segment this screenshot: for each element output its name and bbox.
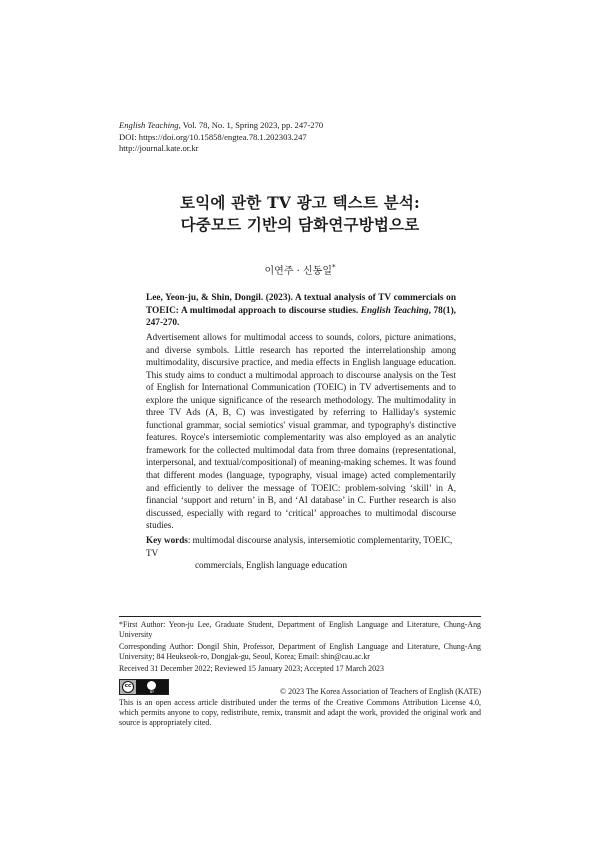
license-row: [119, 679, 481, 695]
keywords-line-1: : multimodal discourse analysis, intersemiotic complementarity, TOEIC, TV: [146, 535, 453, 558]
creative-commons-icon: cc: [122, 681, 134, 693]
keywords-line-2: commercials, English language education: [195, 560, 348, 571]
footnote-divider: [119, 616, 481, 617]
journal-name: English Teaching: [119, 120, 179, 130]
first-author-note: *First Author: Yeon-ju Lee, Graduate Student, Department of English Language and Literature, Chung-Ang University: [119, 620, 481, 639]
citation-journal: English Teaching: [360, 305, 429, 316]
keywords-block: [146, 534, 456, 572]
citation-prefix: Lee, Yeon-ju, & Shin, Dongil. (2023). A textual analysis of TV commercials on TOEIC: A multimodal approach to discourse studies.: [146, 293, 456, 316]
author-names: [0, 262, 600, 277]
journal-details: , Vol. 78, No. 1, Spring 2023, pp. 247-270: [178, 120, 324, 130]
title-line-2: 다중모드 기반의 담화연구방법으로: [180, 215, 420, 234]
journal-header: [119, 120, 323, 155]
paper-title: [0, 192, 600, 236]
attribution-label: BY: [149, 690, 155, 694]
journal-url[interactable]: http://journal.kate.or.kr: [119, 143, 199, 154]
author-footnote-mark: *: [332, 263, 336, 272]
received-dates: Received 31 December 2022; Reviewed 15 January 2023; Accepted 17 March 2023: [119, 664, 384, 674]
copyright-notice: © 2023 The Korea Association of Teachers of English (KATE): [280, 687, 481, 696]
attribution-person-icon: [147, 681, 156, 690]
attribution-box: [136, 680, 168, 694]
title-line-1: 토익에 관한 TV 광고 텍스트 분석:: [180, 193, 420, 212]
citation-suffix: , 78(1), 247-270.: [146, 305, 456, 329]
footnotes: [119, 620, 481, 677]
cc-by-badge[interactable]: [119, 679, 169, 695]
license-statement: This is an open access article distributed under the terms of the Creative Commons Attribution License 4.0, which permits anyone to copy, redistribute, remix, transmit and adapt the work, provided the original work and source is appropriately cited.: [119, 698, 481, 727]
corresponding-author-note: Corresponding Author: Dongil Shin, Professor, Department of English Language and Literature, Chung-Ang University; 84 Heukseok-ro, Dongjak-gu, Seoul, Korea; Email: shin@cau.ac.kr: [119, 642, 481, 661]
keywords-label: Key words: [146, 535, 188, 545]
journal-citation-line: [119, 120, 323, 132]
abstract-text: Advertisement allows for multimodal access to sounds, colors, picture animations, and diverse symbols. Little research has reported the interrelationship among multimodality, discursive practice, and media effects in English language education. This study aims to conduct a multimodal approach to discourse analysis on the Test of English for International Communication (TOEIC) in TV advertisements and to explore the unique significance of the research methodology. The multimodality in three TV Ads (A, B, C) was investigated by referring to Halliday's systemic functional grammar, social semiotics' visual grammar, and typography's distinctive features. Royce's intersemiotic complementarity was also employed as an analytic framework for the collected multimodal data from three domains (representational, interpersonal, and textual/compositional) of meaning-making schemes. It was found that different modes (language, typography, visual image) acted complementarily and efficiently to deliver the message of TOEIC: problem-solving ‘skill’ in A, financial ‘support and return’ in B, and ‘AI database’ in C. Further research is also discussed, especially with regard to ‘critical’ approaches to multimodal discourse studies.: [146, 332, 456, 531]
citation-block: [146, 292, 456, 330]
doi-line[interactable]: DOI: https://doi.org/10.15858/engtea.78.1.202303.247: [119, 131, 307, 142]
author-list: 이연주 · 신동일: [264, 266, 332, 277]
